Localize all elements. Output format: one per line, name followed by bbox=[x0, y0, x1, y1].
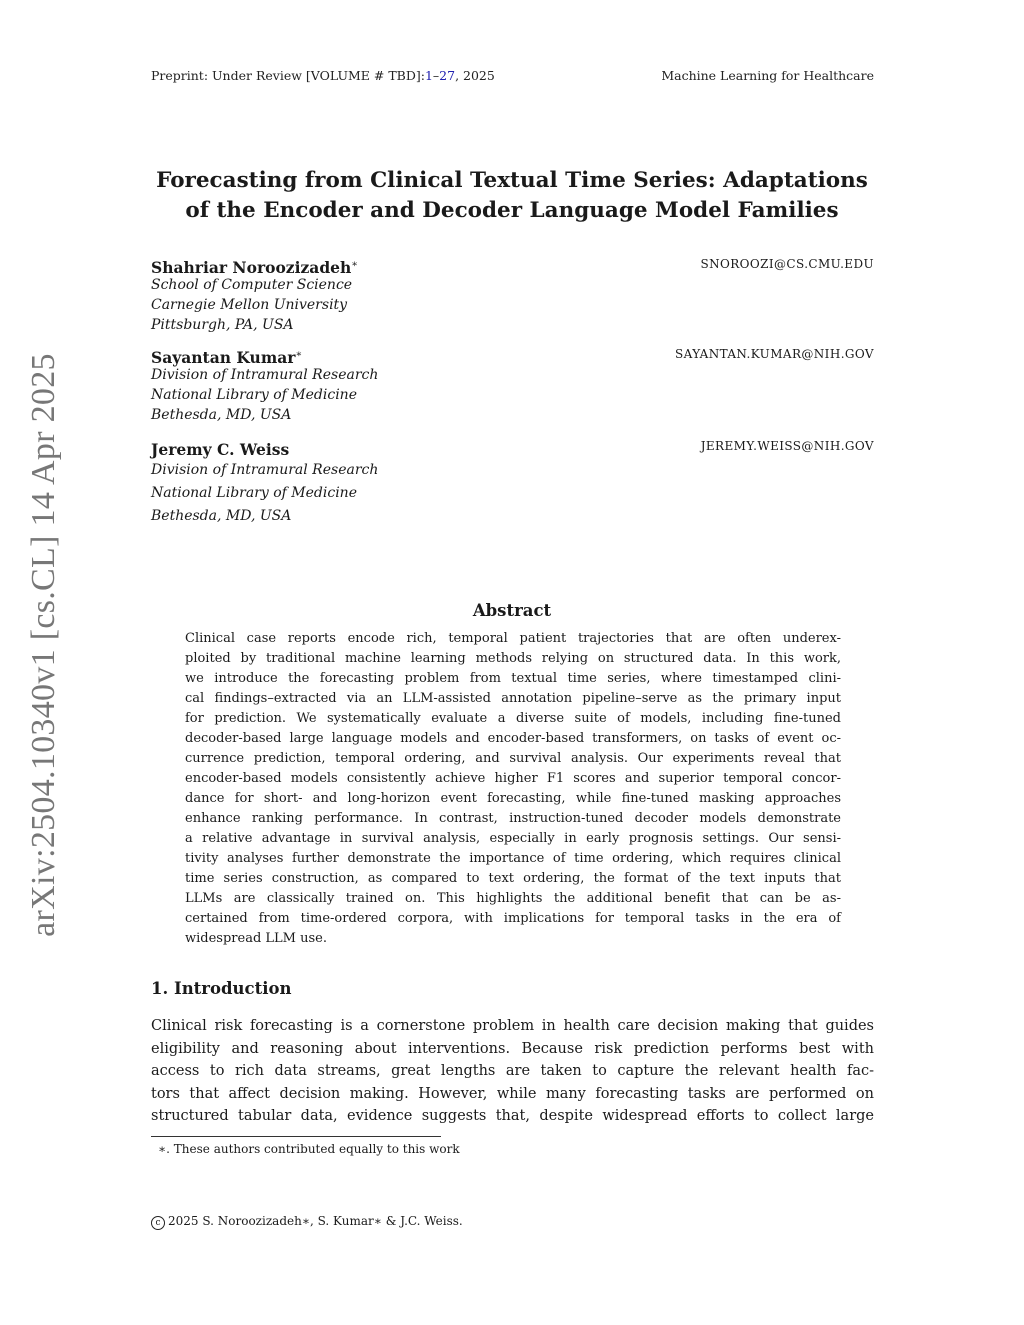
footnote-divider bbox=[151, 1136, 441, 1137]
abstract-line: decoder-based large language models and encoder-based transformers, on tasks of event oc- bbox=[185, 731, 841, 746]
affiliation-line: School of Computer Science bbox=[151, 277, 353, 293]
abstract-line: time series construction, as compared to text ordering, the format of the text inputs that bbox=[185, 871, 841, 886]
footnote: ∗. These authors contributed equally to this work bbox=[158, 1142, 460, 1156]
author-email[interactable]: JEREMY.WEISS@NIH.GOV bbox=[700, 439, 874, 453]
abstract-line: widespread LLM use. bbox=[185, 931, 327, 946]
page-dash: – bbox=[432, 68, 440, 83]
last-page-link[interactable]: 27 bbox=[439, 68, 456, 83]
affiliation-line: Carnegie Mellon University bbox=[151, 297, 348, 313]
affiliation-line: Bethesda, MD, USA bbox=[151, 508, 292, 524]
author-block bbox=[151, 437, 874, 528]
abstract-line: encoder-based models consistently achieve higher F1 scores and superior temporal concor- bbox=[185, 771, 841, 786]
affiliation-line: Division of Intramural Research bbox=[151, 462, 379, 478]
section-heading-introduction: 1. Introduction bbox=[151, 979, 292, 998]
title-line: of the Encoder and Decoder Language Model Families bbox=[185, 198, 839, 223]
body-line: Clinical risk forecasting is a cornerstone problem in health care decision making that guides bbox=[151, 1018, 874, 1034]
equal-contribution-mark: ∗ bbox=[295, 349, 303, 360]
author-email[interactable]: SAYANTAN.KUMAR@NIH.GOV bbox=[675, 347, 874, 361]
body-line: access to rich data streams, great lengths are taken to capture the relevant health fac- bbox=[151, 1063, 874, 1080]
venue-text: Preprint: Under Review [VOLUME # TBD]: bbox=[151, 68, 425, 83]
copyright-text: 2025 S. Noroozizadeh∗, S. Kumar∗ & J.C. Weiss. bbox=[168, 1214, 463, 1228]
abstract-body bbox=[185, 629, 841, 949]
running-header-left bbox=[151, 68, 495, 83]
paper-title bbox=[120, 166, 904, 226]
abstract-line: currence prediction, temporal ordering, and survival analysis. Our experiments reveal that bbox=[185, 751, 841, 766]
body-line: eligibility and reasoning about interventions. Because risk prediction performs best with bbox=[151, 1040, 874, 1057]
copyright-icon: c bbox=[151, 1216, 165, 1230]
arxiv-identifier: arXiv:2504.10340v1 [cs.CL] 14 Apr 2025 bbox=[25, 353, 62, 937]
author-name: Jeremy C. Weiss bbox=[151, 440, 290, 460]
affiliation-line: National Library of Medicine bbox=[151, 387, 357, 403]
title-line: Forecasting from Clinical Textual Time Series: Adaptations bbox=[156, 168, 868, 193]
copyright-line bbox=[151, 1214, 463, 1230]
author-email[interactable]: SNOROOZI@CS.CMU.EDU bbox=[700, 257, 874, 271]
first-page-link[interactable]: 1 bbox=[424, 68, 433, 83]
abstract-line: dance for short- and long-horizon event forecasting, while fine-tuned masking approaches bbox=[185, 791, 841, 806]
affiliation-line: National Library of Medicine bbox=[151, 485, 357, 501]
abstract-line: for prediction. We systematically evaluate a diverse suite of models, including fine-tuned bbox=[185, 711, 841, 726]
author-name: Sayantan Kumar∗ bbox=[151, 348, 303, 368]
equal-contribution-mark: ∗ bbox=[351, 259, 359, 270]
abstract-line: Clinical case reports encode rich, temporal patient trajectories that are often underex- bbox=[185, 631, 841, 646]
abstract-line: cal findings–extracted via an LLM-assisted annotation pipeline–serve as the primary input bbox=[185, 691, 841, 706]
affiliation-line: Pittsburgh, PA, USA bbox=[151, 317, 294, 333]
body-line: tors that affect decision making. However, while many forecasting tasks are performed on bbox=[151, 1085, 874, 1102]
introduction-body bbox=[151, 1015, 874, 1128]
abstract-heading: Abstract bbox=[472, 601, 552, 620]
author-block bbox=[151, 345, 874, 425]
affiliation-line: Division of Intramural Research bbox=[151, 367, 379, 383]
author-name: Shahriar Noroozizadeh∗ bbox=[151, 258, 359, 278]
abstract-line: a relative advantage in survival analysis, especially in early prognosis settings. Our sensi- bbox=[185, 831, 841, 846]
abstract-line: enhance ranking performance. In contrast, instruction-tuned decoder models demonstrate bbox=[185, 811, 841, 826]
author-block bbox=[151, 255, 874, 335]
year-text: , 2025 bbox=[455, 68, 495, 83]
running-header-right: Machine Learning for Healthcare bbox=[661, 68, 874, 83]
body-line: structured tabular data, evidence suggests that, despite widespread efforts to collect large bbox=[151, 1108, 874, 1125]
abstract-line: certained from time-ordered corpora, with implications for temporal tasks in the era of bbox=[185, 911, 841, 926]
abstract-line: tivity analyses further demonstrate the importance of time ordering, which requires clinical bbox=[185, 851, 841, 866]
abstract-line: we introduce the forecasting problem from textual time series, where timestamped clini- bbox=[185, 671, 841, 686]
affiliation-line: Bethesda, MD, USA bbox=[151, 407, 292, 423]
abstract-line: ploited by traditional machine learning methods relying on structured data. In this work, bbox=[185, 651, 841, 666]
abstract-line: LLMs are classically trained on. This highlights the additional benefit that can be as- bbox=[185, 891, 841, 906]
